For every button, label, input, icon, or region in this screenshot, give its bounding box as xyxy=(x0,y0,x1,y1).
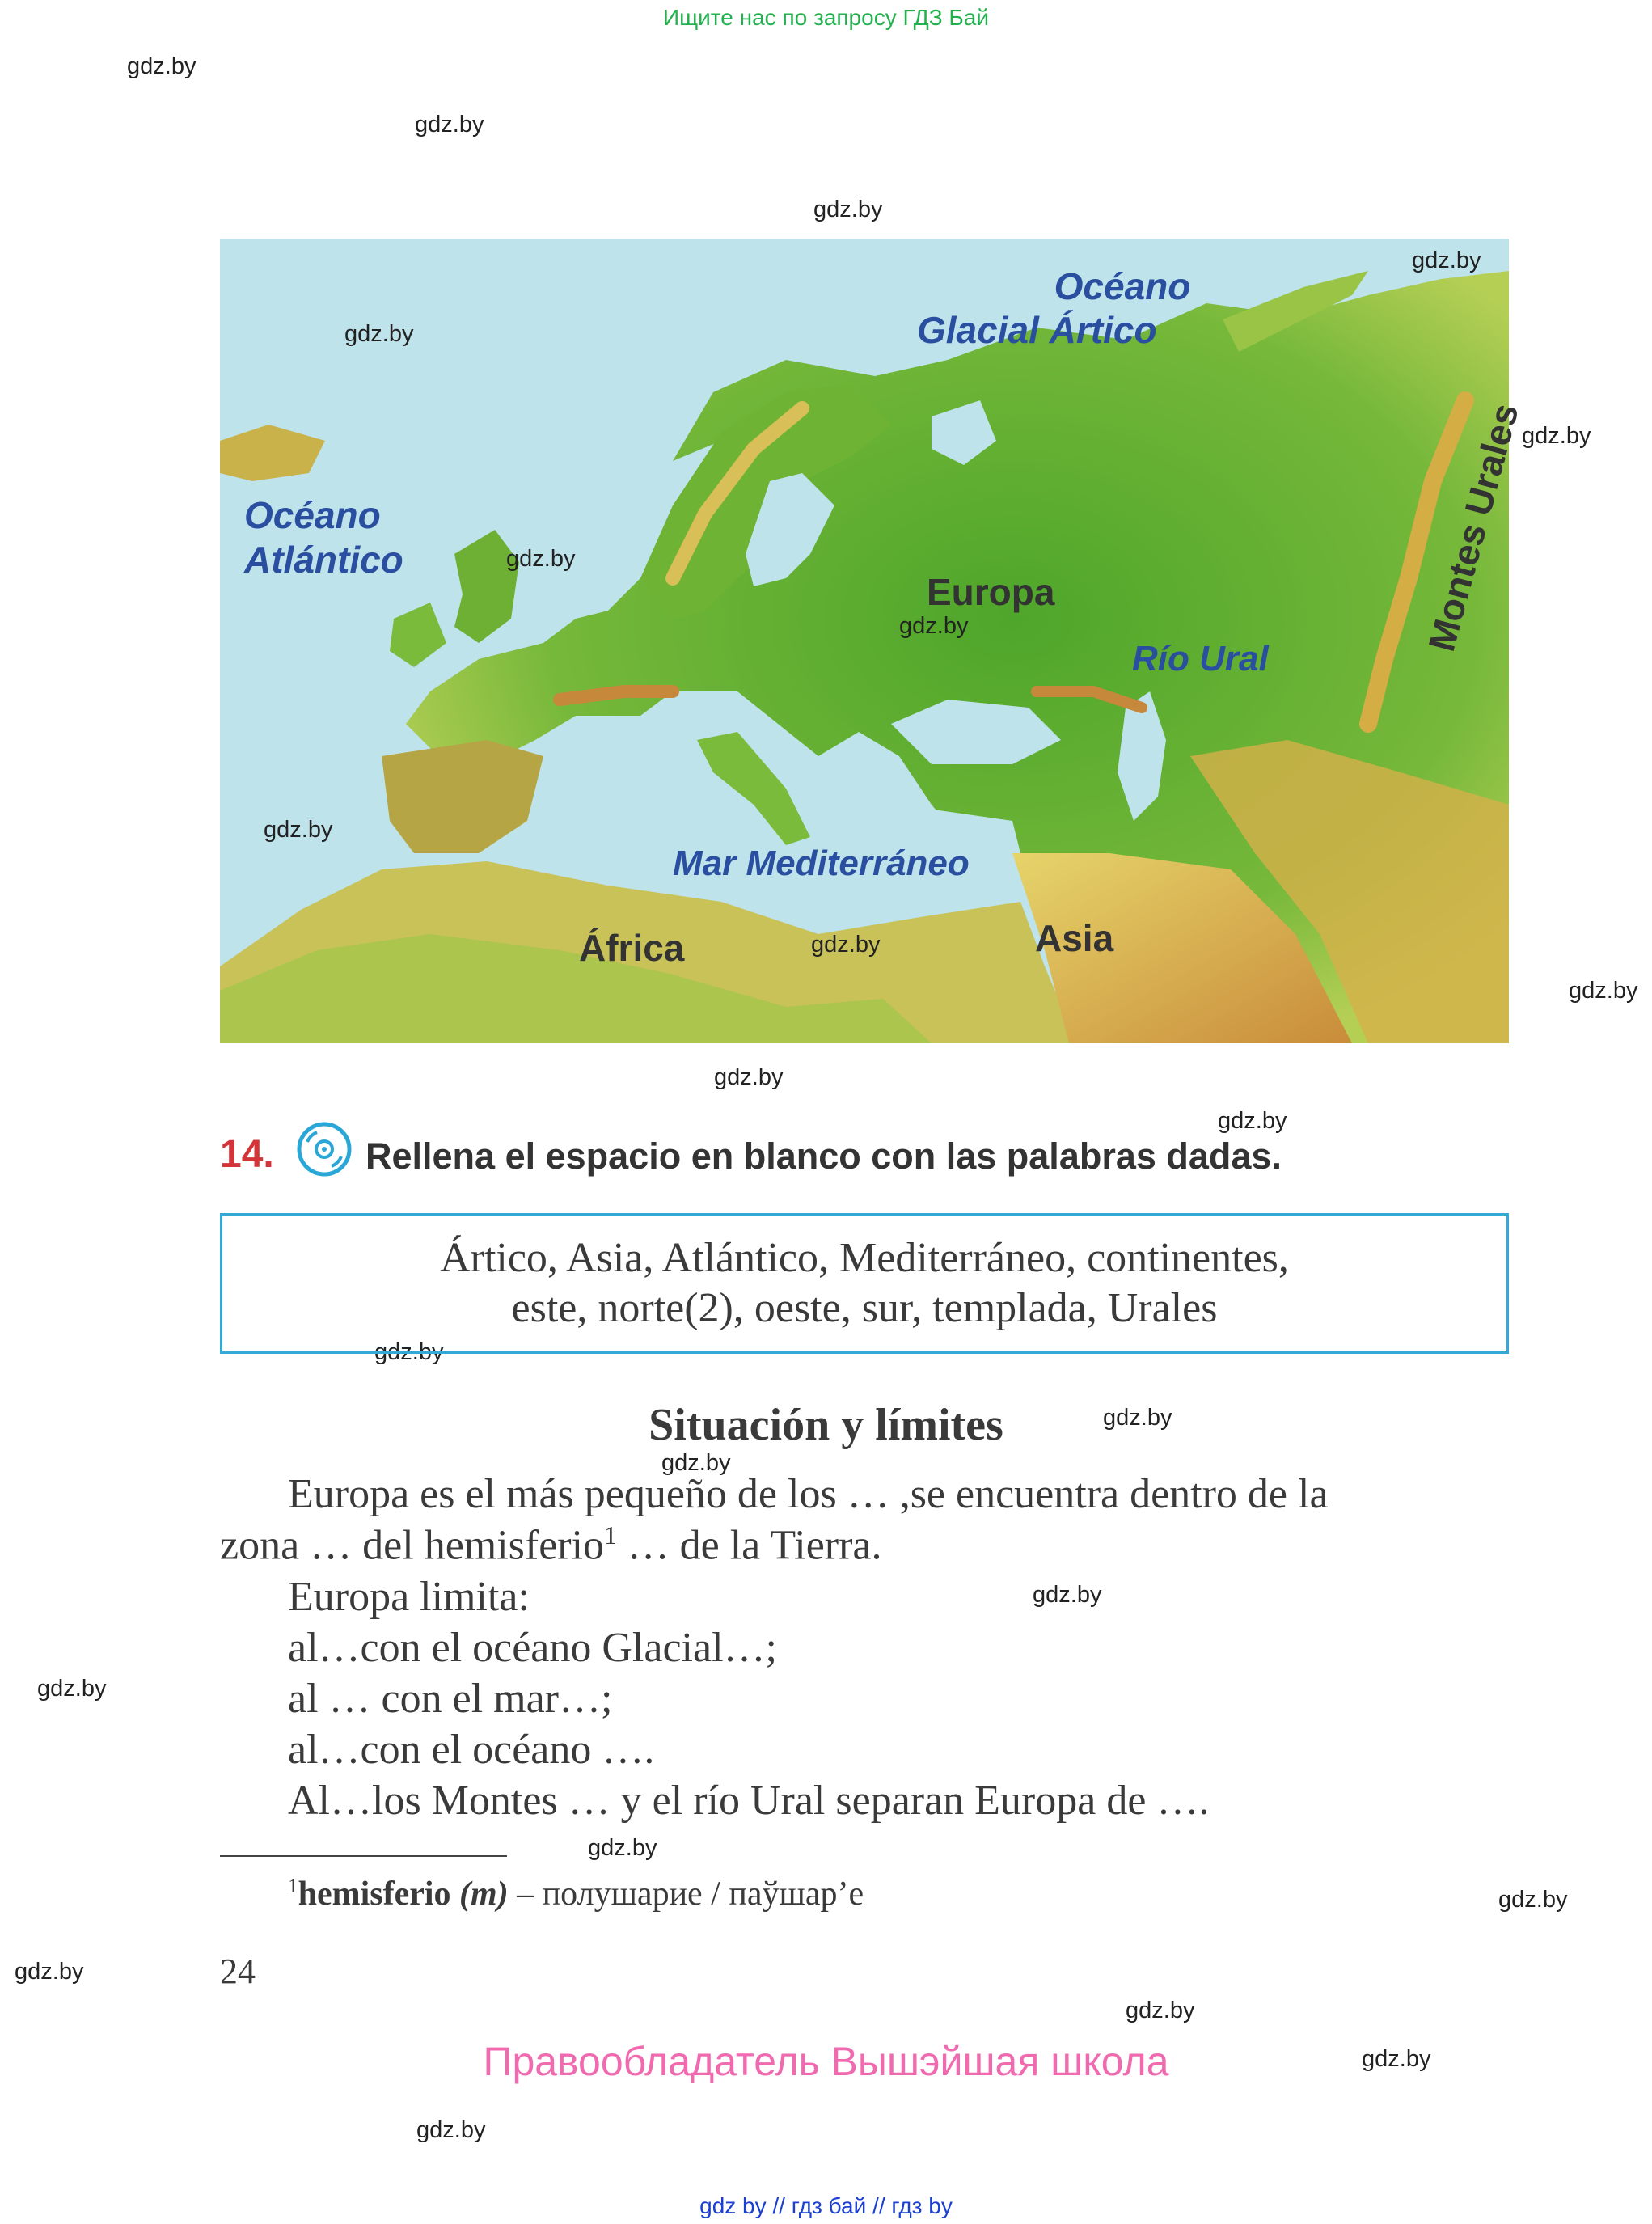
watermark: gdz.by xyxy=(1412,247,1481,273)
cd-audio-icon[interactable] xyxy=(296,1121,353,1178)
watermark: gdz.by xyxy=(714,1064,784,1090)
text-line: Europa limita: xyxy=(288,1574,530,1620)
word-bank-box xyxy=(220,1213,1509,1354)
watermark: gdz.by xyxy=(588,1835,657,1861)
watermark: gdz.by xyxy=(37,1676,107,1702)
watermark: gdz.by xyxy=(1569,978,1638,1004)
search-banner[interactable]: Ищите нас по запросу ГДЗ Бай xyxy=(662,5,990,30)
page-number: 24 xyxy=(220,1951,256,1991)
exercise-number: 14. xyxy=(220,1133,274,1176)
watermark: gdz.by xyxy=(899,613,969,639)
label-montes-urales: Montes Urales xyxy=(1420,399,1527,656)
label-asia: Asia xyxy=(1035,917,1114,959)
watermark: gdz.by xyxy=(264,817,333,843)
text-line: al…con el océano Glacial…; xyxy=(288,1625,777,1671)
watermark: gdz.by xyxy=(813,197,883,222)
word-bank-line: este, norte(2), oeste, sur, templada, Urales xyxy=(511,1285,1218,1331)
label-arctic-ocean-1: Océano xyxy=(1054,265,1191,307)
word-bank-line: Ártico, Asia, Atlántico, Mediterráneo, continentes, xyxy=(440,1235,1289,1281)
watermark: gdz.by xyxy=(1218,1108,1287,1134)
watermark: gdz.by xyxy=(1362,2046,1431,2072)
section-title: Situación y límites xyxy=(649,1400,1003,1450)
bottom-links[interactable]: gdz by // гдз бай // гдз by xyxy=(699,2193,953,2218)
watermark: gdz.by xyxy=(1498,1887,1568,1913)
watermark: gdz.by xyxy=(15,1959,84,1985)
label-arctic-ocean-2: Glacial Ártico xyxy=(917,309,1157,351)
watermark: gdz.by xyxy=(415,112,484,137)
copyright-notice: Правообладатель Вышэйшая школа xyxy=(483,2039,1169,2084)
watermark: gdz.by xyxy=(1103,1405,1172,1431)
watermark: gdz.by xyxy=(416,2117,486,2143)
watermark: gdz.by xyxy=(1522,423,1591,449)
label-africa: África xyxy=(579,927,685,969)
watermark: gdz.by xyxy=(661,1450,731,1476)
europe-physical-map xyxy=(220,239,1527,1043)
text-line: Al…los Montes … y el río Ural separan Europa de …. xyxy=(288,1778,1210,1824)
label-mediterranean: Mar Mediterráneo xyxy=(673,844,970,883)
text-line: al…con el océano …. xyxy=(288,1727,655,1773)
footnote: $^1$hemisferio (m) – полушарие / паўшар’е xyxy=(288,1875,864,1913)
watermark: gdz.by xyxy=(506,546,576,572)
label-atlantic-ocean-2: Atlántico xyxy=(244,539,403,581)
map-terrain xyxy=(220,239,1509,1043)
watermark: gdz.by xyxy=(127,53,196,79)
label-rio-ural: Río Ural xyxy=(1132,639,1269,679)
watermark: gdz.by xyxy=(811,932,881,958)
watermark: gdz.by xyxy=(1033,1582,1102,1608)
exercise-instruction: Rellena el espacio en blanco con las palabras dadas. xyxy=(365,1135,1282,1177)
watermark: gdz.by xyxy=(344,321,414,347)
footnote-ref: 1 xyxy=(604,1521,617,1550)
watermark: gdz.by xyxy=(374,1339,444,1365)
footnote-divider xyxy=(220,1855,507,1857)
label-atlantic-ocean-1: Océano xyxy=(244,494,381,536)
text-line: al … con el mar…; xyxy=(288,1676,613,1722)
text-line: Europa es el más pequeño de los … ,se encuentra dentro de la xyxy=(288,1471,1329,1517)
label-europa: Europa xyxy=(927,571,1055,613)
watermark: gdz.by xyxy=(1126,1998,1195,2023)
text-line: zona … del hemisferio$^1$ … de la Tierra. xyxy=(220,1521,882,1569)
